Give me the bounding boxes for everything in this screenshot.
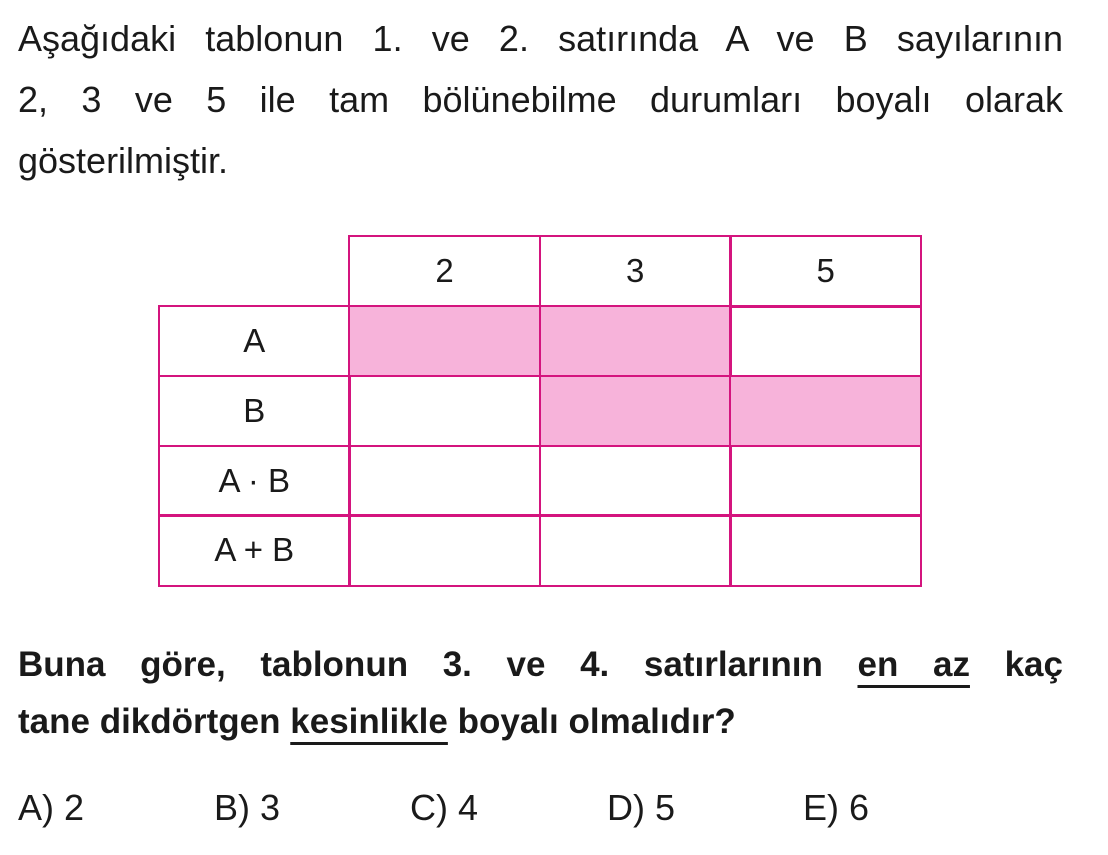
table-cell-r1-c1: [348, 305, 541, 377]
table-cell-r4-c2: [539, 514, 732, 586]
option-d[interactable]: D) 5: [607, 787, 676, 828]
table-cell-r3-c1: [348, 445, 541, 517]
table-cell-r3-c2: [539, 445, 732, 517]
table-cell-r2-c3: [729, 375, 922, 447]
problem-line-1: Aşağıdaki tablonun 1. ve 2. satırında A ve B sayılarının: [18, 18, 1063, 59]
question-line-2: [18, 693, 1063, 750]
table-cell-r2-c1: [348, 375, 541, 447]
question-line-1-end: kaç: [1004, 645, 1063, 684]
column-header-3: 3: [539, 235, 732, 308]
table-cell-r1-c3: [729, 305, 922, 377]
row-label-4: A + B: [158, 514, 351, 586]
question-text: [18, 636, 1063, 750]
problem-statement: [18, 8, 1063, 191]
row-label-1: A: [158, 305, 351, 377]
row-label-3: A · B: [158, 445, 351, 517]
column-header-2: 2: [348, 235, 541, 308]
column-header-5: 5: [729, 235, 922, 308]
table-cell-r4-c3: [729, 514, 922, 586]
question-line-2-start: tane dikdörtgen: [18, 702, 281, 741]
option-a[interactable]: A) 2: [18, 787, 85, 828]
option-e[interactable]: E) 6: [803, 787, 870, 828]
problem-line-2: 2, 3 ve 5 ile tam bölünebilme durumları boyalı olarak: [18, 79, 1063, 120]
option-b[interactable]: B) 3: [214, 787, 281, 828]
divisibility-table: [158, 235, 920, 584]
table-cell-r4-c1: [348, 514, 541, 586]
question-line-2-end: boyalı olmalıdır?: [457, 702, 736, 741]
underlined-en-az: en az: [857, 645, 970, 684]
option-c[interactable]: C) 4: [410, 787, 479, 828]
question-line-1-start: Buna göre, tablonun 3. ve 4. satırlarının: [18, 645, 823, 684]
question-line-1: [18, 636, 1063, 693]
row-label-2: B: [158, 375, 351, 447]
problem-line-3: gösterilmiştir.: [18, 140, 229, 181]
answer-options: [0, 787, 1108, 837]
table-cell-r1-c2: [539, 305, 732, 377]
underlined-kesinlikle: kesinlikle: [290, 702, 448, 741]
table-cell-r3-c3: [729, 445, 922, 517]
table-cell-r2-c2: [539, 375, 732, 447]
